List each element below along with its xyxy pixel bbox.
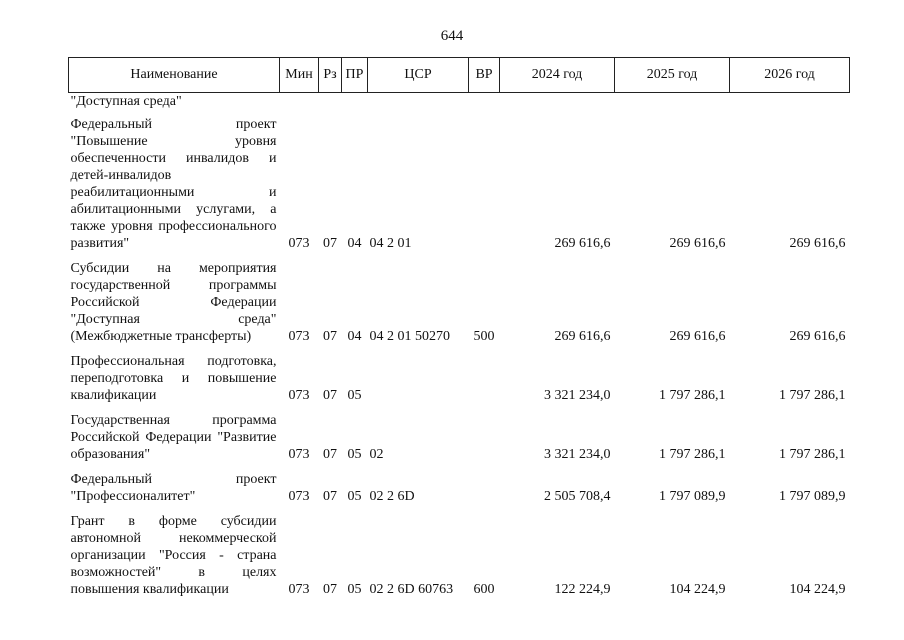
row-2024: 3 321 234,0 xyxy=(544,447,611,462)
row-2026: 269 616,6 xyxy=(789,329,846,344)
table-row xyxy=(69,408,850,467)
row-2026: 1 797 286,1 xyxy=(779,447,846,462)
row-vr xyxy=(469,93,500,113)
row-min xyxy=(280,93,319,113)
row-vr: 600 xyxy=(473,582,495,597)
table-row xyxy=(69,93,850,113)
row-2026: 1 797 286,1 xyxy=(779,388,846,403)
row-name: Грант в форме субсидии автономной некоммерческой организации "Россия - страна возможностей" в целях повышения квалификации xyxy=(70,514,277,597)
header-vr: ВР xyxy=(469,58,500,93)
row-min: 073 xyxy=(288,489,310,504)
row-rz: 07 xyxy=(323,236,337,251)
row-name: Профессиональная подготовка, переподготовка и повышение квалификации xyxy=(70,354,277,403)
row-rz xyxy=(319,93,342,113)
row-min: 073 xyxy=(288,388,310,403)
header-name: Наименование xyxy=(69,58,280,93)
row-2025: 1 797 089,9 xyxy=(659,489,726,504)
header-csr: ЦСР xyxy=(368,58,469,93)
table-row xyxy=(69,467,850,509)
row-min: 073 xyxy=(288,447,310,462)
row-pr: 05 xyxy=(347,489,362,504)
row-csr xyxy=(368,93,469,113)
row-csr: 04 2 01 xyxy=(369,236,412,251)
row-2024: 122 224,9 xyxy=(554,582,611,597)
row-2024: 2 505 708,4 xyxy=(544,489,611,504)
row-vr xyxy=(469,408,500,467)
row-name: Федеральный проект "Повышение уровня обеспеченности инвалидов и детей-инвалидов реабилитационными и абилитационными услугами, а также уровня профессионального развития" xyxy=(70,117,277,251)
row-pr: 05 xyxy=(347,447,362,462)
row-csr: 04 2 01 50270 xyxy=(369,329,450,344)
row-csr: 02 2 6D xyxy=(369,489,415,504)
row-pr: 05 xyxy=(347,582,362,597)
row-rz: 07 xyxy=(323,447,337,462)
table-row xyxy=(69,349,850,408)
row-2024: 3 321 234,0 xyxy=(544,388,611,403)
row-vr: 500 xyxy=(473,329,495,344)
row-2026 xyxy=(730,93,850,113)
row-vr xyxy=(469,467,500,509)
budget-table xyxy=(68,57,850,602)
row-rz: 07 xyxy=(323,388,337,403)
header-2026: 2026 год xyxy=(730,58,850,93)
header-pr: ПР xyxy=(342,58,368,93)
row-rz: 07 xyxy=(323,582,337,597)
row-name: "Доступная среда" xyxy=(70,94,182,109)
row-pr: 04 xyxy=(347,236,362,251)
row-rz: 07 xyxy=(323,329,337,344)
row-2024: 269 616,6 xyxy=(554,329,611,344)
header-rz: Рз xyxy=(319,58,342,93)
row-2025: 104 224,9 xyxy=(669,582,726,597)
row-min: 073 xyxy=(288,329,310,344)
row-2026: 1 797 089,9 xyxy=(779,489,846,504)
row-2025: 1 797 286,1 xyxy=(659,388,726,403)
header-min: Мин xyxy=(280,58,319,93)
row-2024: 269 616,6 xyxy=(554,236,611,251)
table-row xyxy=(69,112,850,256)
table-header-row xyxy=(69,58,850,93)
row-2024 xyxy=(500,93,615,113)
row-pr xyxy=(342,93,368,113)
row-2025: 269 616,6 xyxy=(669,329,726,344)
table-row xyxy=(69,509,850,602)
header-2025: 2025 год xyxy=(615,58,730,93)
row-name: Государственная программа Российской Федерации "Развитие образования" xyxy=(70,413,277,462)
row-2026: 104 224,9 xyxy=(789,582,846,597)
table-row xyxy=(69,256,850,349)
header-2024: 2024 год xyxy=(500,58,615,93)
row-pr: 04 xyxy=(347,329,362,344)
row-2025: 269 616,6 xyxy=(669,236,726,251)
row-name: Субсидии на мероприятия государственной программы Российской Федерации "Доступная среда" (Межбюджетные трансферты) xyxy=(70,261,277,344)
row-csr: 02 xyxy=(369,447,384,462)
row-pr: 05 xyxy=(347,388,362,403)
row-vr xyxy=(469,349,500,408)
row-name: Федеральный проект "Профессионалитет" xyxy=(70,472,277,504)
row-min: 073 xyxy=(288,236,310,251)
row-2025: 1 797 286,1 xyxy=(659,447,726,462)
row-csr: 02 2 6D 60763 xyxy=(369,582,454,597)
row-min: 073 xyxy=(288,582,310,597)
row-2026: 269 616,6 xyxy=(789,236,846,251)
page-number: 644 xyxy=(440,28,464,44)
row-2025 xyxy=(615,93,730,113)
row-csr xyxy=(368,349,469,408)
row-rz: 07 xyxy=(323,489,337,504)
row-vr xyxy=(469,112,500,256)
